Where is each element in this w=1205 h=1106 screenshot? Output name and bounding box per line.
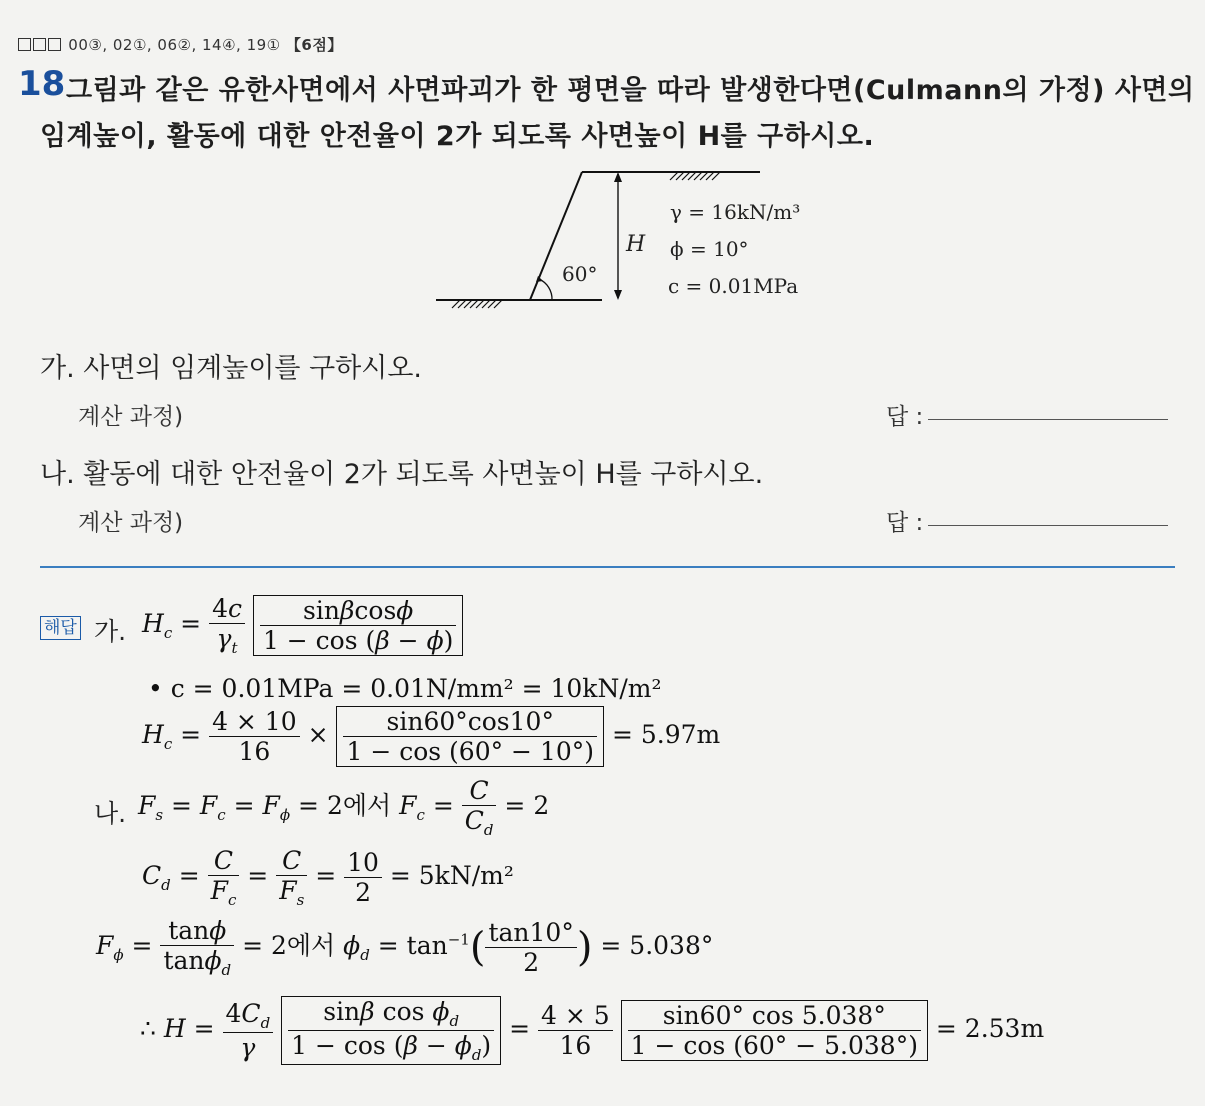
hc-result: = 5.97m	[611, 720, 721, 749]
checkbox-icons	[18, 36, 63, 54]
figure-unit-weight: γ = 16kN/m³	[670, 200, 801, 224]
question-number: 18	[18, 64, 66, 104]
h-result: = 2.53m	[935, 1014, 1045, 1043]
points-badge: 【6점】	[285, 36, 343, 54]
bottom-ground-hatch	[452, 300, 502, 308]
exam-refs: 00③, 02①, 06②, 14④, 19①	[68, 36, 281, 54]
question-line-1: 그림과 같은 유한사면에서 사면파괴가 한 평면을 따라 발생한다면(Culmann의 가정) 사면의	[66, 75, 1195, 106]
solution-part-a-marker: 가.	[94, 617, 127, 646]
cd-calculation: $C_d$ = $\frac{C}{F_c}$ = $\frac{C}{F_s}$ = $\frac{10}{2}$ = 5kN/m²	[142, 846, 514, 909]
hc-substitution: $H_c$ = $\frac{4 \times 10}{16}$ × $\frac{\sin 60^\circ\cos 10^\circ}{1 - \cos (60^\circ - 10^\circ)}$ = 5.97m	[142, 707, 721, 766]
part-b-calc-label: 계산 과정)	[78, 510, 184, 536]
figure-friction-angle: ϕ = 10°	[670, 237, 749, 261]
solution-label: 해답	[40, 616, 81, 640]
top-ground-hatch	[670, 172, 720, 180]
hc-general-formula: $H_c$ = $\frac{4c}{\gamma_t}$ $\frac{\sin\beta\cos\phi}{1 - \cos (\beta - \phi)}$	[142, 594, 463, 657]
figure-height-label: H	[626, 232, 646, 257]
phi-d-calculation: $F_\phi$ = $\frac{\tan\phi}{\tan\phi_d}$ = 2에서 $\phi_d = \tan^{-1}$( $\frac{\tan 10^\circ}{2}$ ) = 5.038°	[96, 916, 714, 979]
figure-angle-label: 60°	[562, 262, 598, 286]
ese-text-1: 에서	[342, 791, 392, 820]
part-b-answer-label: 답 :	[886, 510, 924, 536]
figure-cohesion: c = 0.01MPa	[668, 274, 799, 298]
part-a-calc-label: 계산 과정)	[78, 404, 184, 430]
ese-text-2: 에서	[286, 931, 336, 960]
part-a-answer-blank[interactable]	[928, 418, 1168, 420]
h-final-calculation: ∴ H = $\frac{4C_d}{\gamma}$ $\frac{\sin\beta \cos \phi_d}{1 - \cos (\beta - \phi_d)}$ = $\frac{4 \times 5}{16}$ $\frac{\sin 60^\circ \cos 5.038^\circ}{1 - \cos (60^\circ - 5.038^\circ)}$ = 2.53m	[140, 997, 1045, 1064]
phi-d-result: = 5.038°	[600, 931, 714, 960]
part-b-title: 나. 활동에 대한 안전율이 2가 되도록 사면높이 H를 구하시오.	[40, 459, 764, 490]
part-a-title: 가. 사면의 임계높이를 구하시오.	[40, 353, 422, 384]
cd-result: = 5kN/m²	[389, 861, 514, 890]
question-meta	[18, 34, 343, 55]
part-b-answer-blank[interactable]	[928, 524, 1168, 526]
solution-part-b-marker: 나.	[94, 799, 127, 828]
question-line-2: 임계높이, 활동에 대한 안전율이 2가 되도록 사면높이 H를 구하시오.	[40, 121, 875, 152]
cohesion-conversion: • c = 0.01MPa = 0.01N/mm² = 10kN/m²	[148, 674, 662, 703]
section-divider	[40, 566, 1175, 568]
part-a-answer-label: 답 :	[886, 404, 924, 430]
safety-factor-statement: $F_s = F_c = F_\phi = 2$에서 $F_c$ = $\frac{C}{C_d}$ = 2	[138, 776, 550, 839]
